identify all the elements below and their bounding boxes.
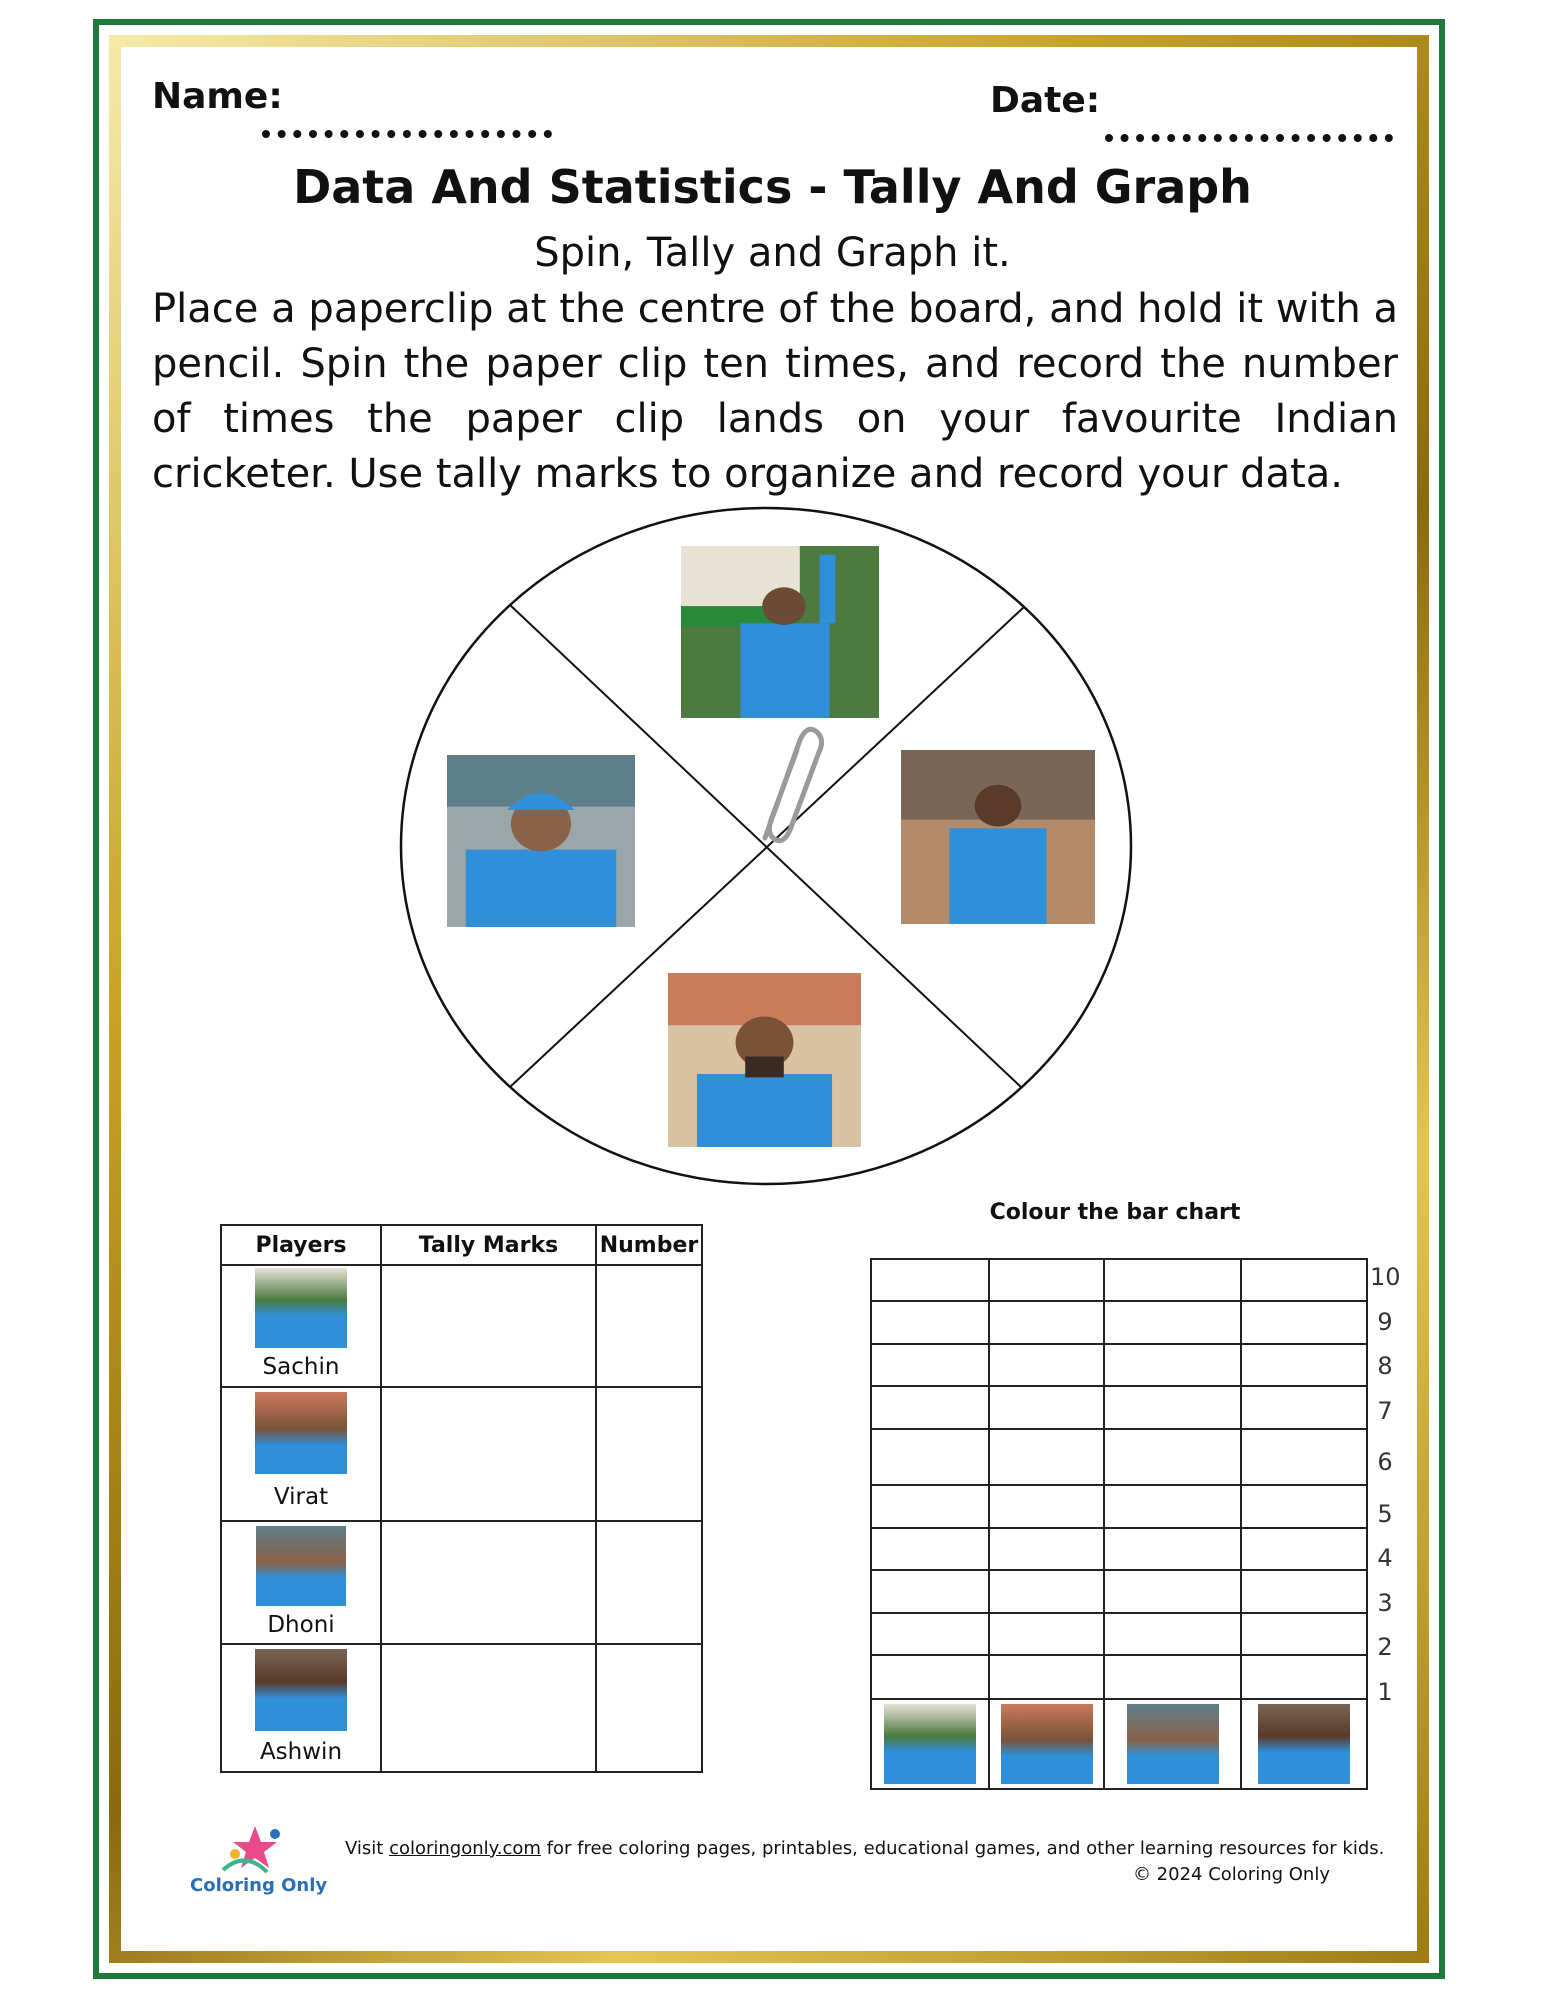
grid-cell[interactable] (1104, 1259, 1241, 1301)
grid-cell[interactable] (871, 1301, 989, 1344)
grid-row (871, 1301, 1367, 1344)
grid-cell[interactable] (989, 1528, 1104, 1570)
number-cell[interactable] (596, 1644, 702, 1772)
number-cell[interactable] (596, 1265, 702, 1387)
player-cell (221, 1387, 381, 1521)
bar-chart-grid (870, 1258, 1368, 1790)
grid-cell[interactable] (1241, 1485, 1367, 1528)
grid-cell[interactable] (871, 1485, 989, 1528)
virat-thumb (255, 1392, 347, 1474)
coloring-only-logo-icon (215, 1820, 295, 1880)
grid-cell[interactable] (1241, 1613, 1367, 1655)
grid-cell[interactable] (989, 1429, 1104, 1485)
y-tick-label: 8 (1377, 1352, 1393, 1380)
date-field[interactable] (1105, 134, 1393, 142)
grid-cell[interactable] (989, 1655, 1104, 1699)
tally-cell[interactable] (381, 1521, 596, 1644)
grid-cell[interactable] (871, 1259, 989, 1301)
y-tick-label: 4 (1377, 1544, 1393, 1572)
player-name: Virat (273, 1484, 329, 1510)
footer-text (345, 1838, 1384, 1859)
footer-suffix: for free coloring pages, printables, educational games, and other learning resources for kids. (540, 1838, 1385, 1859)
y-tick-label: 5 (1377, 1499, 1393, 1528)
sachin-bar-photo (884, 1704, 976, 1784)
player-name: Dhoni (267, 1612, 335, 1638)
grid-cell[interactable] (989, 1344, 1104, 1386)
virat-photo (668, 973, 861, 1147)
dhoni-photo (447, 755, 635, 927)
grid-cell[interactable] (871, 1655, 989, 1699)
grid-photo-cell (1104, 1699, 1241, 1789)
grid-cell[interactable] (1104, 1344, 1241, 1386)
instructions-text: Place a paperclip at the centre of the board, and hold it with a pencil. Spin the paper clip ten times, and record the number of times the paper clip lands on your favourite Indian cricketer. Use tally marks to organize and record your data. (152, 286, 1398, 497)
table-row (221, 1387, 702, 1521)
grid-cell[interactable] (1104, 1485, 1241, 1528)
page-subtitle: Spin, Tally and Graph it. (534, 230, 1011, 276)
grid-cell[interactable] (871, 1570, 989, 1613)
ashwin-bar-photo (1258, 1704, 1350, 1784)
grid-cell[interactable] (1241, 1259, 1367, 1301)
y-tick-label: 6 (1377, 1448, 1393, 1476)
grid-row (871, 1485, 1367, 1528)
y-tick-label: 10 (1370, 1263, 1401, 1291)
player-cell (221, 1265, 381, 1387)
footer-prefix: Visit (345, 1838, 390, 1859)
ashwin-thumb (255, 1649, 347, 1731)
date-label: Date: (990, 80, 1101, 121)
grid-row (871, 1429, 1367, 1485)
virat-bar-photo (1001, 1704, 1093, 1784)
tally-cell[interactable] (381, 1387, 596, 1521)
grid-cell[interactable] (1241, 1344, 1367, 1386)
player-name: Sachin (262, 1354, 340, 1380)
paperclip-icon (745, 720, 825, 860)
number-header: Number (596, 1225, 702, 1265)
grid-cell[interactable] (871, 1613, 989, 1655)
dhoni-bar-photo (1127, 1704, 1219, 1784)
tally-cell[interactable] (381, 1265, 596, 1387)
dhoni-thumb (256, 1526, 346, 1606)
bar-chart-title: Colour the bar chart (989, 1200, 1241, 1225)
grid-photo-row (871, 1699, 1367, 1789)
coloringonly-link[interactable]: coloringonly.com (389, 1838, 541, 1859)
grid-cell[interactable] (989, 1386, 1104, 1429)
y-tick-label: 9 (1377, 1307, 1393, 1336)
grid-cell[interactable] (989, 1570, 1104, 1613)
grid-cell[interactable] (1241, 1570, 1367, 1613)
grid-row (871, 1655, 1367, 1699)
grid-cell[interactable] (1104, 1301, 1241, 1344)
grid-row (871, 1386, 1367, 1429)
grid-cell[interactable] (989, 1485, 1104, 1528)
grid-photo-cell (871, 1699, 989, 1789)
grid-row (871, 1613, 1367, 1655)
sachin-thumb (255, 1268, 347, 1348)
table-row (221, 1521, 702, 1644)
grid-cell[interactable] (871, 1429, 989, 1485)
y-tick-label: 7 (1377, 1396, 1393, 1425)
grid-cell[interactable] (1241, 1655, 1367, 1699)
grid-row (871, 1570, 1367, 1613)
players-header: Players (221, 1225, 381, 1265)
player-name: Ashwin (259, 1739, 343, 1765)
grid-cell[interactable] (989, 1301, 1104, 1344)
player-cell (221, 1644, 381, 1772)
grid-cell[interactable] (871, 1528, 989, 1570)
grid-cell[interactable] (1241, 1301, 1367, 1344)
grid-cell[interactable] (1241, 1528, 1367, 1570)
sachin-photo (681, 546, 879, 718)
table-row (221, 1644, 702, 1772)
y-tick-label: 3 (1377, 1588, 1393, 1617)
copyright-text: © 2024 Coloring Only (1132, 1864, 1330, 1885)
grid-row (871, 1528, 1367, 1570)
y-tick-label: 2 (1377, 1633, 1393, 1661)
ashwin-photo (901, 750, 1095, 924)
table-row (221, 1265, 702, 1387)
grid-photo-cell (989, 1699, 1104, 1789)
grid-cell[interactable] (989, 1613, 1104, 1655)
grid-photo-cell (1241, 1699, 1367, 1789)
grid-cell[interactable] (1104, 1528, 1241, 1570)
name-label: Name: (152, 76, 283, 117)
grid-cell[interactable] (1104, 1570, 1241, 1613)
grid-cell[interactable] (1241, 1429, 1367, 1485)
tally-marks-header: Tally Marks (381, 1225, 596, 1265)
grid-row (871, 1259, 1367, 1301)
number-cell[interactable] (596, 1387, 702, 1521)
grid-cell[interactable] (1104, 1613, 1241, 1655)
grid-row (871, 1344, 1367, 1386)
grid-cell[interactable] (1104, 1429, 1241, 1485)
grid-cell[interactable] (871, 1344, 989, 1386)
logo-text: Coloring Only (190, 1875, 328, 1896)
tally-table (220, 1224, 703, 1773)
grid-cell[interactable] (871, 1386, 989, 1429)
number-cell[interactable] (596, 1521, 702, 1644)
grid-cell[interactable] (1241, 1386, 1367, 1429)
name-field[interactable] (262, 130, 552, 138)
grid-cell[interactable] (1104, 1655, 1241, 1699)
y-tick-label: 1 (1377, 1678, 1393, 1706)
grid-cell[interactable] (989, 1259, 1104, 1301)
page-title: Data And Statistics - Tally And Graph (293, 160, 1252, 214)
grid-cell[interactable] (1104, 1386, 1241, 1429)
player-cell (221, 1521, 381, 1644)
tally-cell[interactable] (381, 1644, 596, 1772)
